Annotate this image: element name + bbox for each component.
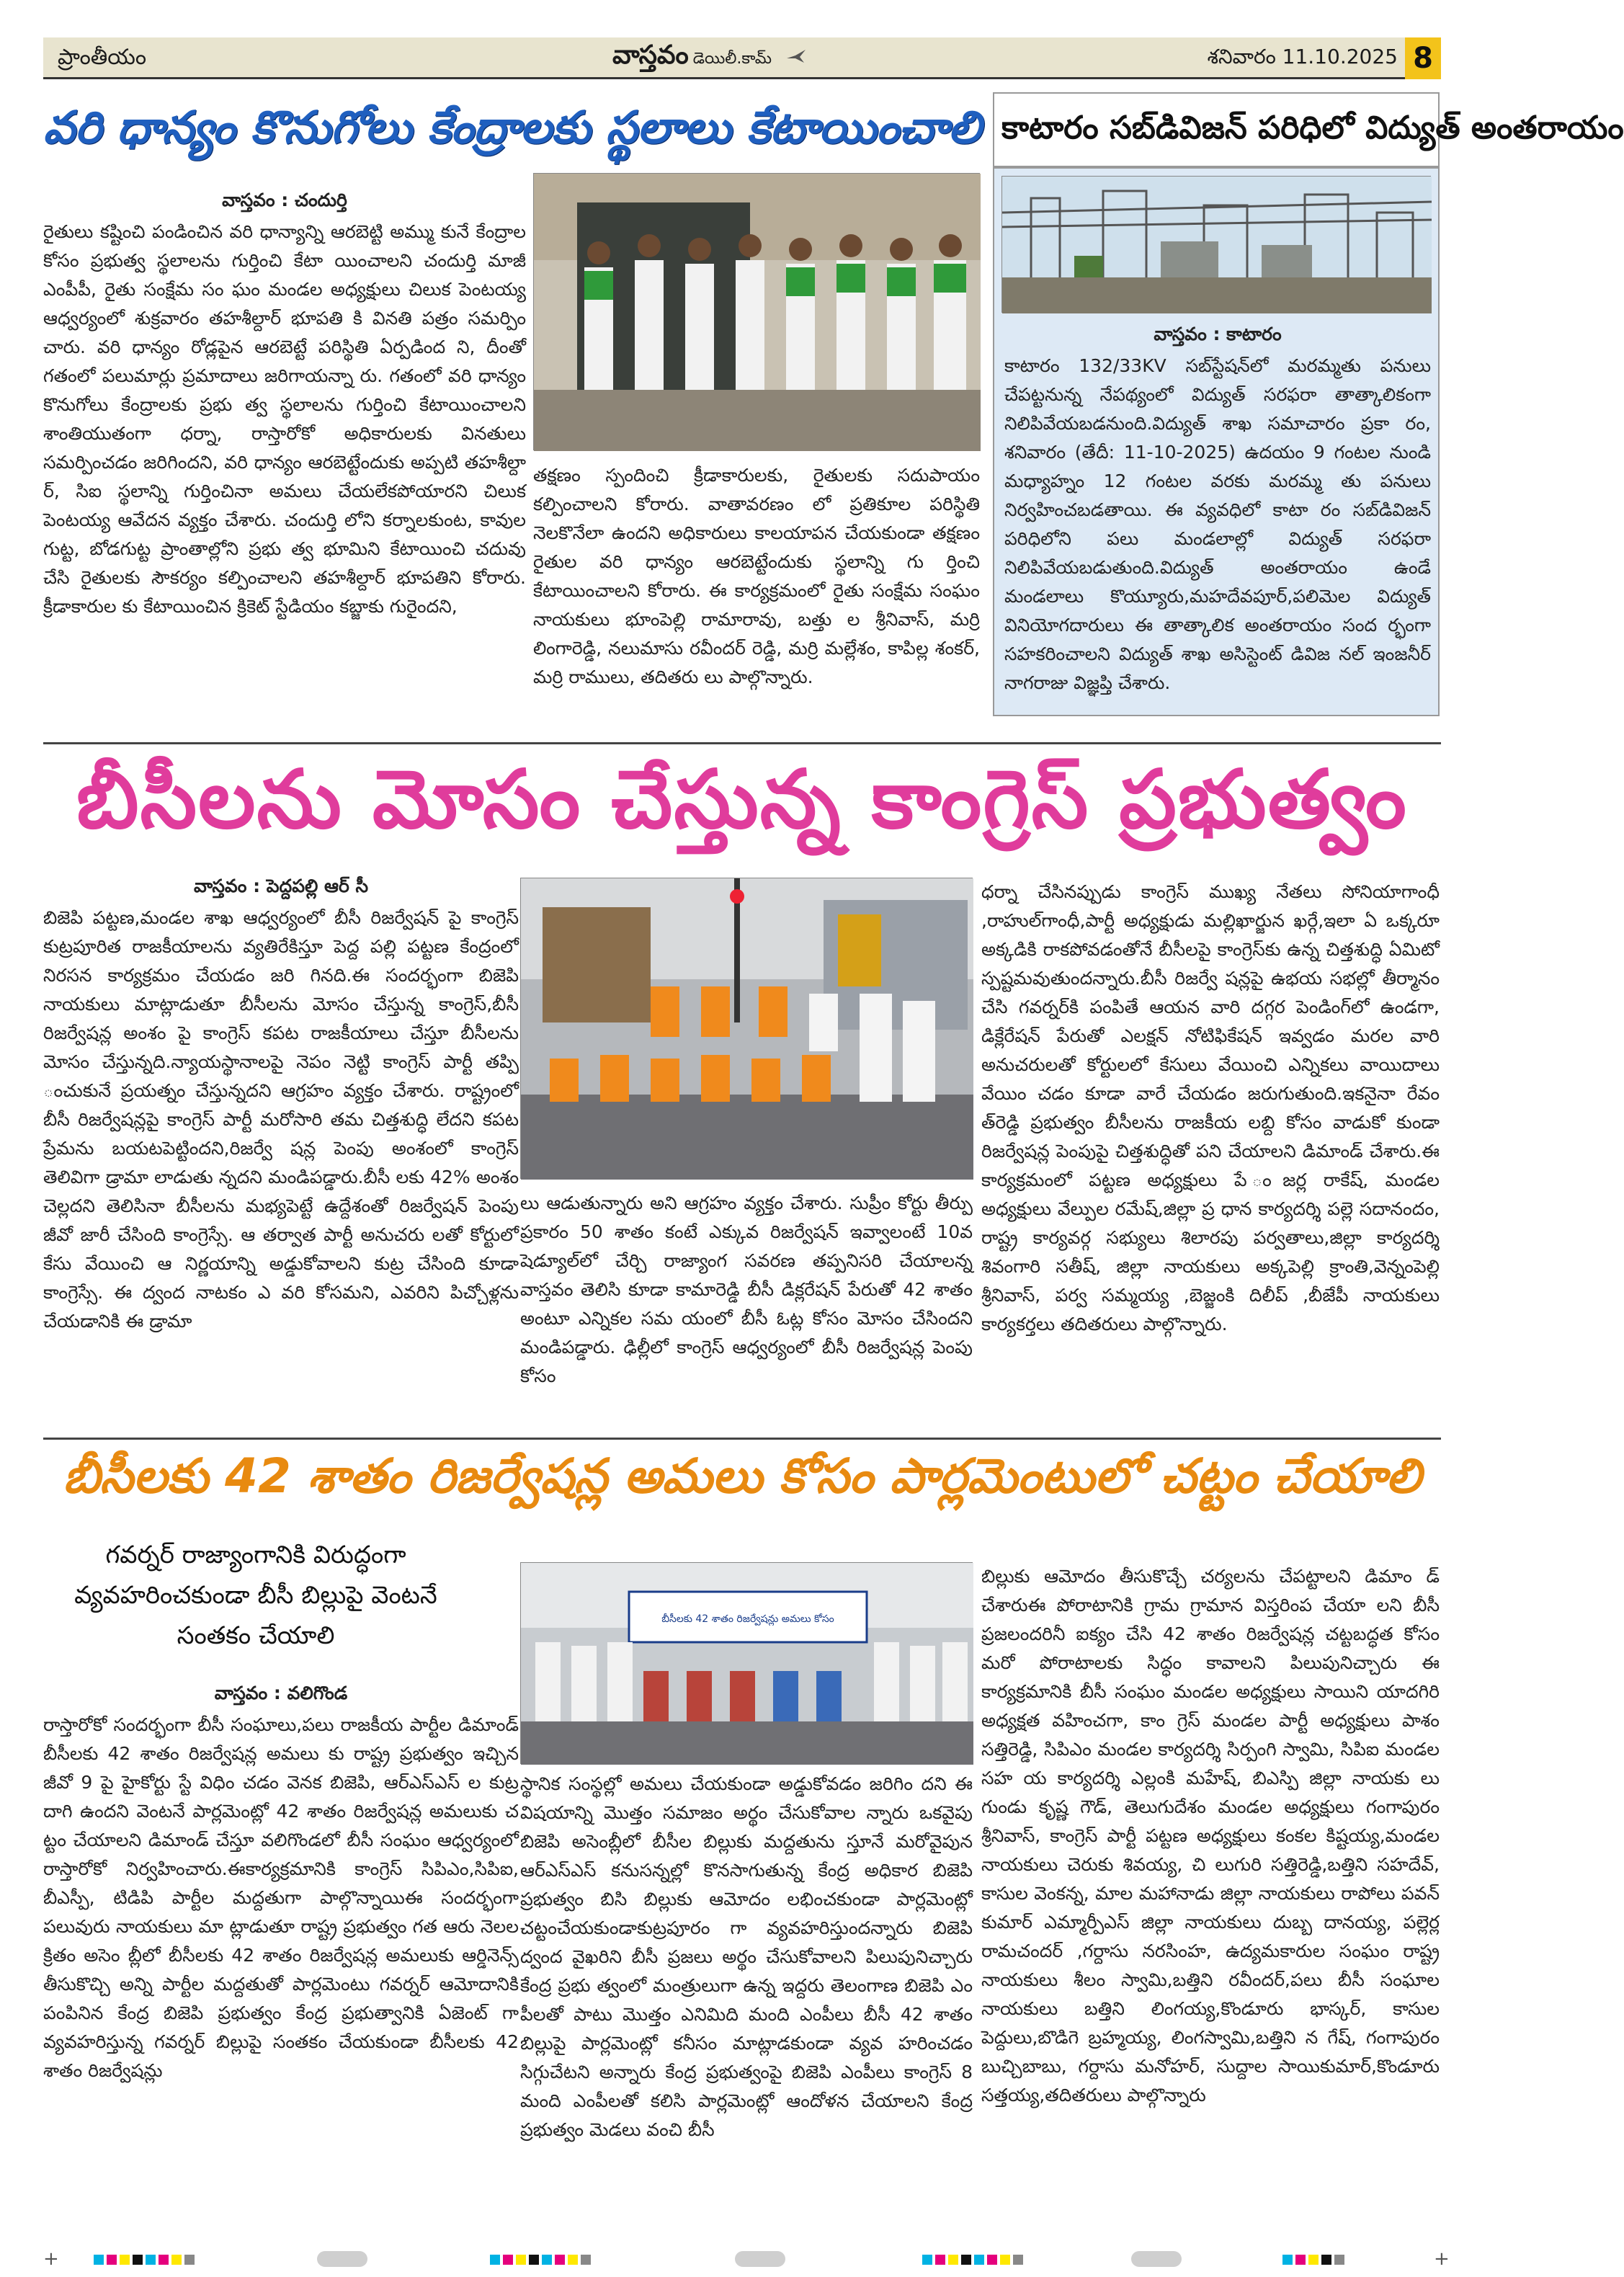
- story2-headline-box: [993, 92, 1624, 167]
- divider: [43, 1438, 1441, 1440]
- story4-column-2: స్థానిక సంస్థల్లో అమలు చేయకుండా అడ్డుకోవడం జరిగిం దని ఈ విషయాన్ని మొత్తం సమాజం అర్థం చేసుకోవాల న్నారు ఒకవైపు బిజెపి అసెంబ్లీలో బీసీల బిల్లుకు మద్దతును స్తూనే మరోవైపున ఆర్ఎస్ఎస్ కనుసన్నల్లో కొనసాగుతున్న కేంద్ర అధికార బిజెపి ప్రభుత్వం బిసి బిల్లుకు ఆమోదం లభించకుండా పార్లమెంట్లో చట్టంచేయకుండాకుట్రపూరం గా వ్యవహరిస్తుందన్నారు బిజెపి ద్వంద వైఖరిని బీసీ ప్రజలు అర్థం చేసుకోవాలని పిలుపునిచ్చారు కేంద్ర ప్రభు త్వంలో మంత్రులుగా ఉన్న ఇద్దరు తెలంగాణ బిజెపి ఎం పీలతో పాటు మొత్తం ఎనిమిది మంది ఎంపీలు బీసీ 42 శాతం బిల్లుపై పార్లమెంట్లో కనీసం మాట్లాడకుండా వ్యవ హరించడం సిగ్గుచేటని అన్నారు కేంద్ర ప్రభుత్వంపై బిజెపి ఎంపీలు కాంగ్రెస్ 8 మంది ఎంపీలతో కలిసి పార్లమెంట్లో ఆందోళన చేయాలని కేంద్ర ప్రభుత్వం మెడలు వంచి బీసీ: [520, 1773, 973, 2140]
- story4-text-1: రాస్తారోకో సందర్భంగా బీసీ సంఘాలు,పలు రాజకీయ పార్టీల డిమాండ్ బీసీలకు 42 శాతం రిజర్వేషన్ల అమలు కు రాష్ట్ర ప్రభుత్వం ఇచ్చిన జీవో 9 పై హైకోర్టు స్టే విధిం చడం వెనక బిజెపి, ఆర్ఎస్ఎస్ ల కుట్ర దాగి ఉందని వెంటనే పార్లమెంట్లో 42 శాతం రిజర్వేషన్ల అమలుకు చ ట్టం చేయాలని డిమాండ్ చేస్తూ వలిగొండలో బీసీ సంఘం ఆధ్వర్యంలో రాస్తారోకో నిర్వహించారు.ఈకార్యక్రమానికి కాంగ్రెస్ సిపిఎం,సిపిఐ, బీఎస్పీ, టిడిపి పార్టీల మద్దతుగా పాల్గొన్నాయిఈ సందర్భంగా పలువురు నాయకులు మా ట్లాడుతూ రాష్ట్ర ప్రభుత్వం గత ఆరు నెలల క్రితం అసెం బ్లీలో బీసీలకు 42 శాతం రిజర్వేషన్ల అమలుకు ఆర్డినెన్స్ తీసుకొచ్చి అన్ని పార్టీల మద్దతుతో పార్లమెంటు గవర్నర్ ఆమోదానికి పంపినిన కేంద్ర బిజెపి ప్రభుత్వం కేంద్ర ప్రభుత్వానికి ఏజెంట్ గా వ్యవహరిస్తున్న గవర్నర్ బిల్లుపై సంతకం చేయకుండా బీసీలకు 42 శాతం రిజర్వేషన్లు: [43, 1714, 519, 2081]
- story4-column-1: [43, 1679, 519, 2085]
- story3-photo: [520, 878, 973, 1179]
- story4-photo: [520, 1562, 973, 1764]
- color-swatch-strip: [922, 2254, 1026, 2264]
- section-label: ప్రాంతీయం: [58, 45, 147, 70]
- story3-column-2: లు ఆడుతున్నారు అని ఆగ్రహం వ్యక్తం చేశారు. సుప్రీం కోర్టు తీర్పు ప్రకారం 50 శాతం కంటే ఎక్కువ రిజర్వేషన్ ఇవ్వాలంటే 10వ షెడ్యూల్‌లో చేర్చి రాజ్యాంగ సవరణ తప్పనిసరి చేయాలన్న వాస్తవం తెలిసి కూడా కామారెడ్డి బీసీ డిక్లరేషన్ పేరుతో 42 శాతం అంటూ ఎన్నికల సమ యంలో బీసీ ఓట్ల కోసం మోసం చేసిందని మండిపడ్డారు. ఢిల్లీలో కాంగ్రెస్ ఆధ్వర్యంలో బీసీ రిజర్వేషన్ల పెంపు కోసం: [520, 1193, 973, 1386]
- story1-column-1: [43, 186, 526, 621]
- story3-text-1: బిజెపి పట్టణ,మండల శాఖ ఆధ్వర్యంలో బీసీ రిజర్వేషన్ పై కాంగ్రెస్ కుట్రపూరిత రాజకీయాలను వ్యతిరేకిస్తూ పెద్ద పల్లి పట్టణ కేంద్రంలో నిరసన కార్యక్రమం చేయడం జరి గినది.ఈ సందర్భంగా బిజెపి నాయకులు మాట్లాడుతూ బీసీలను మోసం చేస్తున్న కాంగ్రెస్,బీసీ రిజర్వేషన్ల అంశం పై కాంగ్రెస్ కపట రాజకీయాలు చేస్తూ బీసీలను మోసం చేస్తున్నది.న్యాయస్థానాలపై నెపం నెట్టి కాంగ్రెస్ పార్టీ తప్పి ంచుకునే ప్రయత్నం చేస్తున్నదని ఆగ్రహం వ్యక్తం చేశారు. రాష్ట్రంలో బీసీ రిజర్వేషన్లపై కాంగ్రెస్ పార్టీ మరోసారి తమ చిత్తశుద్ధి లేదని కపట ప్రేమను బయటపెట్టిందని,రిజర్వే షన్ల పెంపు అంశంలో కాంగ్రెస్ తెలివిగా డ్రామా లాడుతు న్నదని మండిపడ్డారు.బీసీ లకు 42% అంశం చెల్లదని తెలిసినా బీసీలను మభ్యపెట్టే ఉద్దేశంతో రిజర్వేషన్ పెంపు జీవో జారీ చేసింది కాంగ్రెస్సే. ఆ తర్వాత పార్టీ అనుచరు లతో కోర్టులో కేసు వేయించి ఆ నిర్ణయాన్ని అడ్డుకోవాలని కుట్ర చేసింది కూడా కాంగ్రెస్సే. ఈ ద్వంద నాటకం ఎ వరి కోసమని, ఎవరిని పిచ్చోళ్లను చేయడానికి ఈ డ్రామా: [43, 907, 519, 1332]
- color-swatch-strip: [94, 2254, 197, 2264]
- story2-photo: [1001, 176, 1431, 313]
- story1-column-2: తక్షణం స్పందించి క్రీడాకారులకు, రైతులకు సదుపాయం కల్పించాలని కోరారు. వాతావరణం లో ప్రతికూల పరిస్థితి నెలకొనేలా ఉందని అధికారులు కాలయాపన చేయకుండా తక్షణం రైతుల వరి ధాన్యం ఆరబెట్టేందుకు స్థలాన్ని గు ర్తించి కేటాయించాలని కోరారు. ఈ కార్యక్రమంలో రైతు సంక్షేమ సంఘం నాయకులు భూంపెల్లి రామారావు, బత్తు ల శ్రీనివాస్, మర్రి లింగారెడ్డి, నలుమాసు రవీందర్ రెడ్డి, మర్రి మల్లేశం, కాపిల్ల శంకర్, మర్రి రాములు, తదితరు లు పాల్గొన్నారు.: [533, 465, 980, 687]
- story3-headline: బీసీలను మోసం చేస్తున్న కాంగ్రెస్ ప్రభుత్వం: [76, 753, 1408, 847]
- story1-photo: [533, 173, 980, 450]
- story4-column-3: బిల్లుకు ఆమోదం తీసుకొచ్చే చర్యలను చేపట్టాలని డిమాం డ్ చేశారుఈ పోరాటానికి గ్రామ గ్రామాన విస్తరింప చేయా లని బీసీ ప్రజలందరినీ ఐక్యం చేసి 42 శాతం రిజర్వేషన్ల చట్టబద్ధత కోసం మరో పోరాటాలకు సిద్ధం కావాలని పిలుపునిచ్చారు ఈ కార్యక్రమానికి బీసీ సంఘం మండల అధ్యక్షులు సాయిని యాదగిరి అధ్యక్షత వహించగా, కాం గ్రెస్ మండల పార్టీ అధ్యక్షులు పాశం సత్తిరెడ్డి, సిపిఎం మండల కార్యదర్శి సిర్పంగి స్వామి, సిపిఐ మండల సహ య కార్యదర్శి ఎల్లంకి మహేష్, బిఎస్పి జిల్లా నాయకు లు గుండు కృష్ణ గౌడ్, తెలుగుదేశం మండల అధ్యక్షులు గంగాపురం శ్రీనివాస్, కాంగ్రెస్ పార్టీ పట్టణ అధ్యక్షులు కంకల కిష్టయ్య,మండల నాయకులు చెరుకు శివయ్య, చి లుగురి సత్తిరెడ్డి,బత్తిని సహదేవ్, కాసుల వెంకన్న, మాల మహానాడు జిల్లా నాయకులు రాపోలు పవన్ కుమార్ ఎమ్మార్పీఎస్ జిల్లా నాయకులు దుబ్బ దానయ్య, పల్లెర్ల రామచందర్ ,గర్దాసు నరసింహ, ఉద్యమకారుల సంఘం రాష్ట్ర నాయకులు శీలం స్వామి,బత్తిని రవీందర్,పలు బీసీ సంఘాల నాయకులు బత్తిని లింగయ్య,కొండూరు భాస్కర్, కాసుల పెద్దులు,బొడిగె బ్రహ్మయ్య, లింగస్వామి,బత్తిని న గేష్, గంగాపురం బుచ్చిబాబు, గర్దాసు మనోహర్, సుద్దాల సాయికుమార్,కొండూరు సత్తయ్య,తదితరులు పాల్గొన్నారు: [981, 1566, 1440, 2106]
- issue-date: శనివారం 11.10.2025: [1207, 45, 1398, 68]
- color-swatch-strip: [490, 2254, 594, 2264]
- story2-photo-image: [1002, 177, 1432, 313]
- story3-column-1: [43, 872, 519, 1336]
- registration-pill: [317, 2251, 367, 2267]
- story1-headline: వరి ధాన్యం కొనుగోలు కేంద్రాలకు స్థలాలు కేటాయించాలి: [43, 101, 981, 153]
- paper-edition: డెయిలీ.కామ్: [692, 50, 772, 68]
- paper-name: [612, 40, 807, 76]
- registration-pill: [735, 2251, 785, 2267]
- story2-body-wrap: [1004, 320, 1431, 698]
- story1-photo-image: [534, 174, 981, 451]
- story2-box: [993, 167, 1440, 716]
- story1-dateline: వాస్తవం : చందుర్తి: [222, 190, 347, 210]
- page-number: 8: [1405, 37, 1441, 79]
- story4-subhead: గవర్నర్ రాజ్యాంగానికి విరుద్ధంగా వ్యవహరించకుండా బీసీ బిల్లుపై వెంటనే సంతకం చేయాలి: [74, 1541, 437, 1650]
- story1-text-1: రైతులు కష్టించి పండించిన వరి ధాన్యాన్ని ఆరబెట్టి అమ్ము కునే కేంద్రాల కోసం ప్రభుత్వ స్థలాలను గుర్తించి కేటా యించాలని చందుర్తి మాజీ ఎంపీపీ, రైతు సంక్షేమ సం ఘం మండల అధ్యక్షులు చిలుక పెంటయ్య ఆధ్వర్యంలో శుక్రవారం తహశీల్దార్ భూపతి కి వినతి పత్రం సమర్పిం చారు. వరి ధాన్యం రోడ్లపైన ఆరబెట్టే పరిస్థితి ఏర్పడింద ని, దీంతో గతంలో పలుమార్లు ప్రమాదాలు జరిగాయన్నా రు. గతంలో వరి ధాన్యం కొనుగోలు కేంద్రాలకు ప్రభు త్వ స్థలాలను గుర్తించి కేటాయించాలని శాంతియుతంగా ధర్నా, రాస్తారోకో అధికారులకు వినతులు సమర్పించడం జరిగిందని, వరి ధాన్యం ఆరబెట్టేందుకు అప్పటి తహశీల్దా ర్, సిఐ స్థలాన్ని గుర్తించినా అమలు చేయలేకపోయారని చిలుక పెంటయ్య ఆవేదన వ్యక్తం చేశారు. చందుర్తి లోని కర్నాలకుంట, కావుల గుట్ట, బోడగుట్ట ప్రాంతాల్లోని ప్రభు త్వ భూమిని కేటాయించి చదువు చేసి రైతులకు సౌకర్యం కల్పించాలని తహశీల్దార్ భూపతిని కోరారు. క్రీడాకారుల కు కేటాయించిన క్రికెట్ స్టేడియం కబ్జాకు గురైందని,: [43, 221, 526, 617]
- story4-photo-banner: బీసీలకు 42 శాతం రిజర్వేషన్లు అమలు కోసం: [661, 1613, 834, 1625]
- story4-dateline: వాస్తవం : వలిగొండ: [214, 1683, 348, 1703]
- story3-photo-image: [521, 878, 973, 1180]
- story2-dateline: వాస్తవం : కాటారం: [1154, 324, 1282, 344]
- story3-dateline: వాస్తవం : పెద్దపల్లి ఆర్ సీ: [193, 875, 369, 896]
- registration-pill: [1131, 2251, 1182, 2267]
- bird-logo-icon: [785, 48, 807, 64]
- story2-text: కాటారం 132/33KV సబ్‌స్టేషన్‌లో మరమ్మతు పనులు చేపట్టనున్న నేపథ్యంలో విద్యుత్ సరఫరా తాత్కాలికంగా నిలిపివేయబడనుంది.విద్యుత్ శాఖ సమాచారం ప్రకా రం, శనివారం (తేదీ: 11-10-2025) ఉదయం 9 గంటల నుండి మధ్యాహ్నం 12 గంటల వరకు మరమ్మ తు పనులు నిర్వహించబడతాయి. ఈ వ్యవధిలో కాటా రం సబ్‌డివిజన్ పరిధిలోని పలు మండలాల్లో విద్యుత్ సరఫరా నిలిపివేయబడుతుంది.విద్యుత్ అంతరాయం ఉండే మండలాలు కొయ్యూరు,మహదేవపూర్,పలిమెల విద్యుత్ వినియోగదారులు ఈ తాత్కాలిక అంతరాయం సంద ర్భంగా సహకరించాలని విద్యుత్ శాఖ అసిస్టెంట్ డివిజ నల్ ఇంజనీర్ నాగరాజు విజ్ఞప్తి చేశారు.: [1004, 355, 1431, 693]
- story4-photo-image: [521, 1563, 973, 1765]
- story3-column-3: ధర్నా చేసినప్పుడు కాంగ్రెస్ ముఖ్య నేతలు సోనియాగాంధీ ,రాహుల్‌గాంధీ,పార్టీ అధ్యక్షుడు మల్లిఖార్జున ఖర్గే,ఇలా ఏ ఒక్కరూ అక్కడికి రాకపోవడంతోనే బీసీలపై కాంగ్రెస్‌కు ఉన్న చిత్తశుద్ధి ఏమిటో స్పష్టమవుతుందన్నారు.బీసీ రిజర్వే షన్లపై ఉభయ సభల్లో తీర్మానం చేసి గవర్నర్‌కి పంపితే ఆయన వారి దగ్గర పెండింగ్‌లో ఉండగా, డిక్లేరేషన్ పేరుతో ఎలక్షన్ నోటిఫికేషన్ ఇవ్వడం మరల వారి అనుచరులతో కోర్టులలో కేసులు వేయించి ఎన్నికలు వాయిదాలు వేయిం చడం కూడా వారే చేయడం జరుగుతుంది.ఇకనైనా రేవం త్‌రెడ్డి ప్రభుత్వం బీసీలను రాజకీయ లబ్ది కోసం వాడుకో కుండా రిజర్వేషన్ల పెంపుపై చిత్తశుద్ధితో పని చేయాలని డిమాండ్ చేశారు.ఈ కార్యక్రమంలో పట్టణ అధ్యక్షులు పే ంజర్ల రాకేష్, మండల అధ్యక్షులు వేల్పుల రమేష్,జిల్లా ప్ర ధాన కార్యదర్శి పల్లె సదానందం, రాష్ట్ర కార్యవర్గ సభ్యులు శిలారపు పర్వతాలు,జిల్లా కార్యదర్శి శివంగారి సతీష్, జిల్లా నాయకులు అక్కపెల్లి క్రాంతి,వెన్నంపెల్లి శ్రీనివాస్, పర్వ సమ్మయ్య ,బెజ్జంకి దిలీప్ ,బీజేపీ నాయకులు కార్యకర్తలు తదితరులు పాల్గొన్నారు.: [981, 881, 1440, 1334]
- story4-headline: బీసీలకు 42 శాతం రిజర్వేషన్ల అమలు కోసం పార్లమెంటులో చట్టం చేయాలి: [63, 1448, 1422, 1504]
- masthead: [43, 37, 1441, 79]
- story2-headline: కాటారం సబ్‌డివిజన్ పరిధిలో విద్యుత్ అంతరాయం: [1001, 110, 1624, 146]
- registration-mark: +: [43, 2248, 59, 2270]
- registration-mark: +: [1434, 2248, 1450, 2270]
- color-swatch-strip: [1282, 2254, 1347, 2264]
- divider: [43, 742, 1441, 744]
- paper-title: వాస్తవం: [612, 40, 689, 70]
